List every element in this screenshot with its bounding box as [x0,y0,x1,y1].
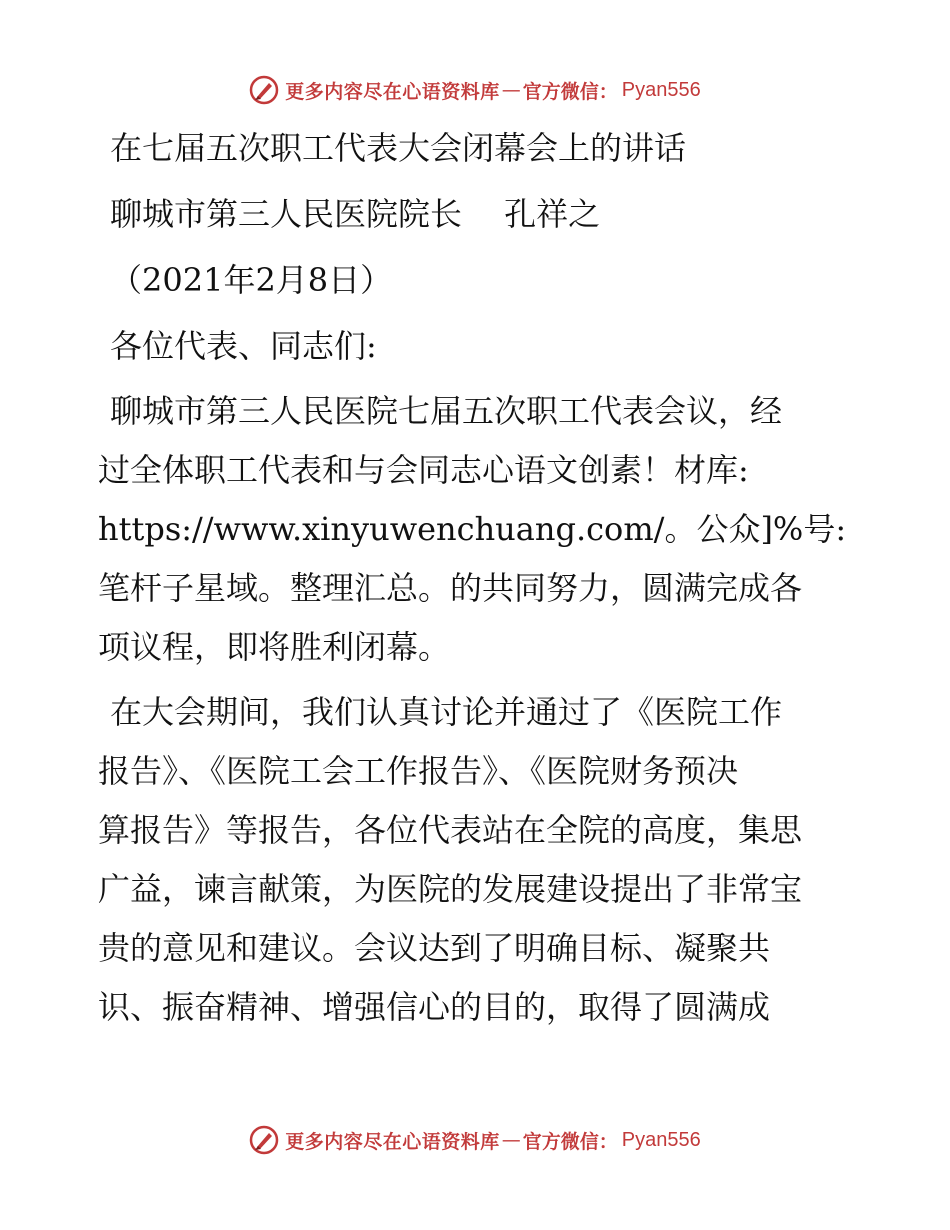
document-body [98,118,858,1037]
pen-logo-icon [249,1125,279,1155]
paragraph-1 [98,382,858,677]
paragraph-line: 笔杆子星域。整理汇总。的共同努力，圆满完成各 [98,569,803,607]
banner-wechat-label: 官方微信： [522,80,618,103]
paragraph-line: 算报告》等报告，各位代表站在全院的高度，集思 [98,811,803,849]
footer-banner [0,1120,950,1160]
paragraph-2 [98,683,858,1037]
banner-account: Pyan556 [621,78,701,101]
banner-separator: — [501,79,521,101]
paragraph-line: 在大会期间，我们认真讨论并通过了《医院工作 [110,693,783,731]
paragraph-line: 聊城市第三人民医院七届五次职工代表会议，经 [110,392,783,430]
document-title: 在七届五次职工代表大会闭幕会上的讲话 [110,129,687,167]
banner-text: 更多内容尽在心语资料库 [285,1130,500,1153]
paragraph-line: 识、振奋精神、增强信心的目的，取得了圆满成 [98,988,771,1026]
pen-logo-icon [249,75,279,105]
salutation: 各位代表、同志们: [110,327,377,365]
banner-wechat-label: 官方微信： [522,1130,618,1153]
banner-text: 更多内容尽在心语资料库 [285,80,500,103]
speaker-line: 聊城市第三人民医院院长 孔祥之 [110,195,601,233]
paragraph-line: https://www.xinyuwenchuang.com/。公众]%号: [98,510,847,548]
paragraph-line: 报告》、《医院工会工作报告》、《医院财务预决 [98,752,739,790]
date-line: （2021年2月8日） [110,261,393,299]
banner-account: Pyan556 [621,1128,701,1151]
paragraph-line: 项议程，即将胜利闭幕。 [98,628,451,666]
paragraph-line: 过全体职工代表和与会同志心语文创素！材库: [98,451,749,489]
paragraph-line: 广益，谏言献策，为医院的发展建设提出了非常宝 [98,870,803,908]
paragraph-line: 贵的意见和建议。会议达到了明确目标、凝聚共 [98,929,771,967]
header-banner [0,70,950,110]
banner-separator: — [501,1129,521,1151]
